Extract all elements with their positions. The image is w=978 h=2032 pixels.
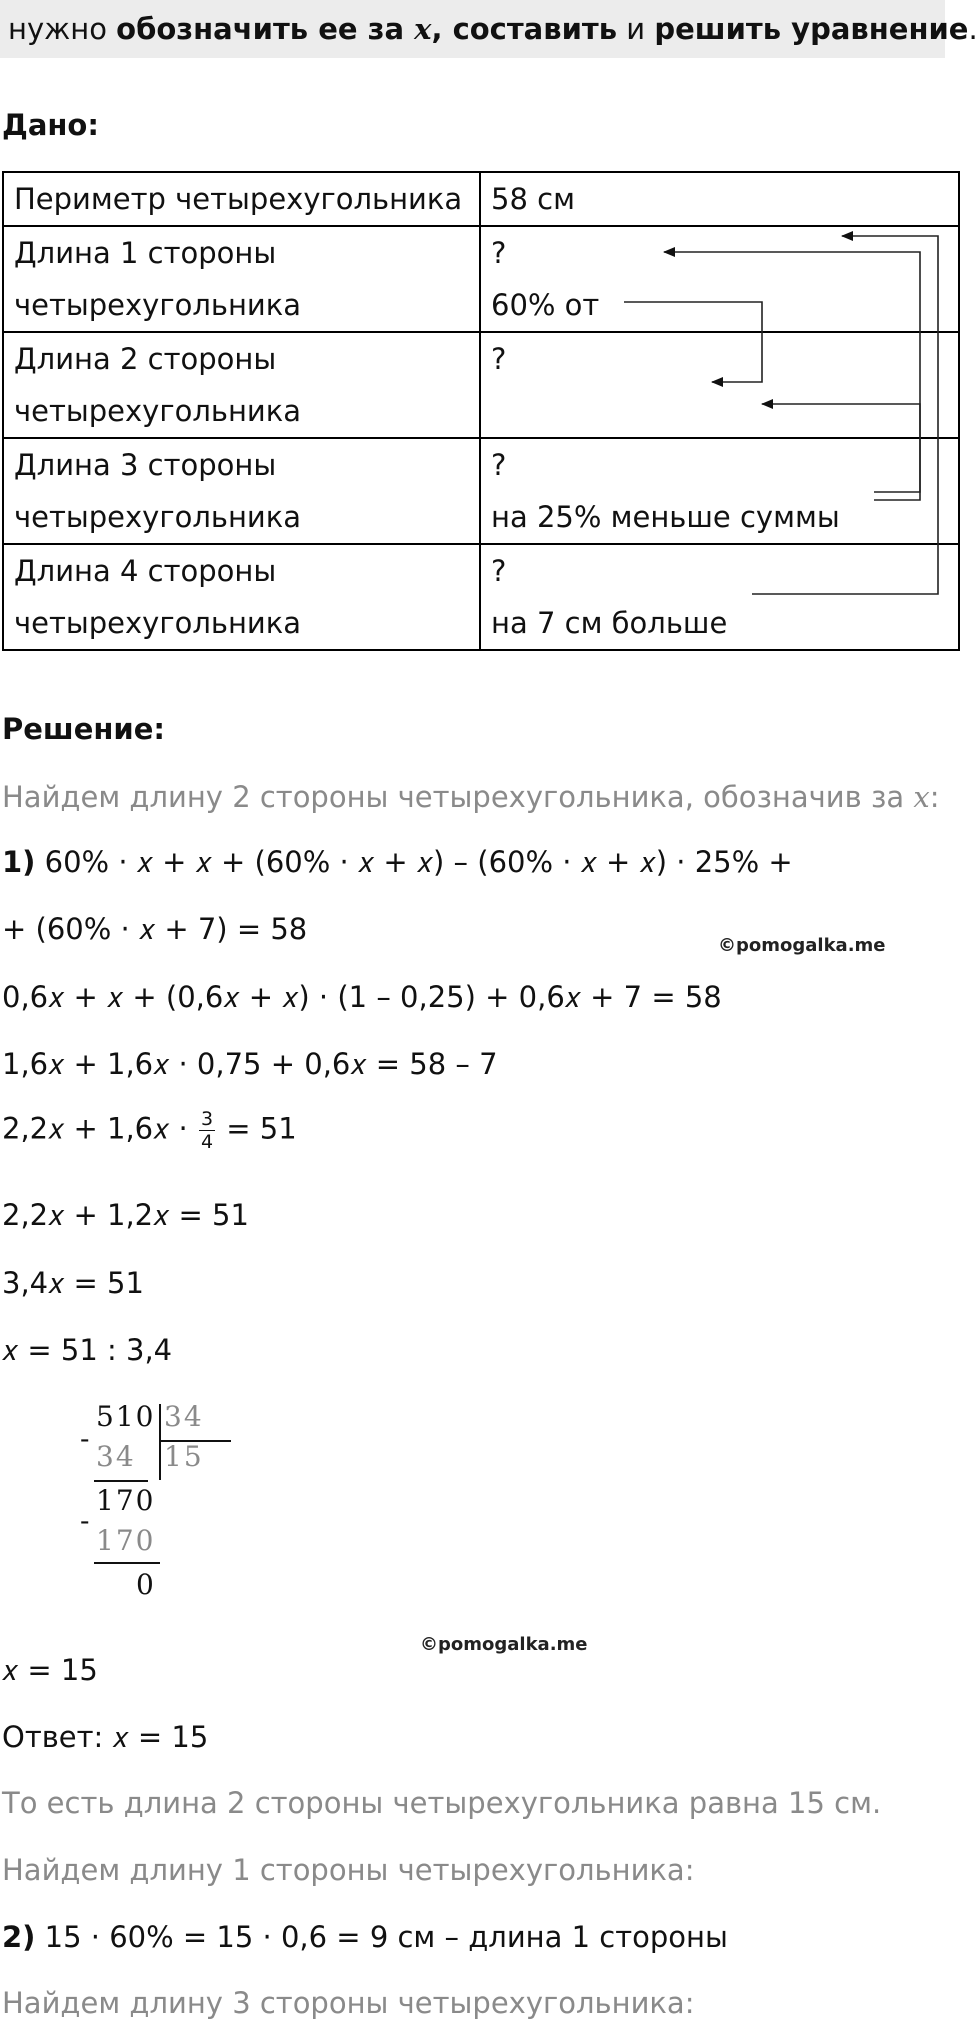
- explanation-line-1: То есть длина 2 стороны четырехугольника равна 15 см.: [2, 1786, 882, 1820]
- side1-label-line2: четырехугольника: [14, 288, 302, 322]
- given-heading: Дано:: [2, 108, 99, 142]
- minus-sign-1: -: [80, 1422, 92, 1455]
- divisor: 34: [164, 1400, 204, 1433]
- side2-label-line2: четырехугольника: [14, 394, 302, 428]
- answer-line: Ответ: 𝑥 = 15: [2, 1720, 209, 1754]
- side1-label-line1: Длина 1 стороны: [14, 236, 277, 270]
- side4-label-line2: четырехугольника: [14, 606, 302, 640]
- intro-variable: x: [913, 780, 930, 814]
- equation-line-9: [2, 1920, 728, 1954]
- banner-bold-2: , составить: [431, 12, 618, 46]
- fraction-numerator: 3: [200, 1108, 214, 1130]
- equation-line-4: 1,6𝑥 + 1,6𝑥 · 0,75 + 0,6𝑥 = 58 – 7: [2, 1047, 498, 1081]
- side4-value: [480, 544, 959, 650]
- banner-bold-3: решить уравнение: [654, 12, 969, 46]
- side1-value-line1: ?: [491, 236, 507, 270]
- equation-line-8: 𝑥 = 51 : 3,4: [2, 1333, 173, 1367]
- side2-value: [480, 332, 959, 438]
- equation-line-7: 3,4𝑥 = 51: [2, 1266, 144, 1300]
- equation-line-6: 2,2𝑥 + 1,2𝑥 = 51: [2, 1198, 249, 1232]
- explanation-line-3: Найдем длину 3 стороны четырехугольника:: [2, 1986, 695, 2020]
- table-row: [3, 172, 959, 226]
- side3-label-line2: четырехугольника: [14, 500, 302, 534]
- side1-label: [3, 226, 480, 332]
- banner-variable-x: x: [414, 12, 432, 46]
- step-number-1: 1): [2, 845, 36, 879]
- table-row: [3, 438, 959, 544]
- minus-sign-2: -: [80, 1504, 92, 1537]
- fraction-three-quarters: [199, 1108, 215, 1153]
- watermark-1: ©pomogalka.me: [718, 935, 886, 956]
- side2-label: [3, 332, 480, 438]
- equation-line-2: + (60% · 𝑥 + 7) = 58: [2, 912, 308, 946]
- banner-text-1: нужно: [8, 12, 117, 46]
- side2-value-line1: ?: [491, 342, 507, 376]
- side4-value-line2: на 7 см больше: [491, 606, 728, 640]
- perimeter-value: 58 см: [480, 172, 959, 226]
- equation-text-1: 60% · 𝑥 + 𝑥 + (60% · 𝑥 + 𝑥) – (60% · 𝑥 + 𝑥) · 25% +: [44, 845, 793, 879]
- table-row: [3, 226, 959, 332]
- dividend: 510: [96, 1400, 156, 1433]
- side3-value: [480, 438, 959, 544]
- side4-label: [3, 544, 480, 650]
- table-row: [3, 332, 959, 438]
- side1-value-line2: 60% от: [491, 288, 600, 322]
- eq5-left: 2,2𝑥 + 1,6𝑥 ·: [2, 1111, 197, 1146]
- side3-value-line2: на 25% меньше суммы: [491, 500, 840, 534]
- long-division: [78, 1400, 238, 1630]
- intro-colon: :: [929, 780, 940, 814]
- eq5-right: = 51: [217, 1111, 297, 1146]
- banner-text-2: и: [617, 12, 655, 46]
- subtrahend-1: 34: [96, 1440, 136, 1473]
- remainder-final: 0: [136, 1568, 156, 1601]
- result-line: 𝑥 = 15: [2, 1653, 98, 1687]
- banner-text-3: .: [968, 12, 978, 46]
- underline-1: [94, 1480, 148, 1482]
- solution-heading: Решение:: [2, 712, 166, 746]
- quotient: 15: [164, 1440, 204, 1473]
- table-row: [3, 544, 959, 650]
- side1-value: [480, 226, 959, 332]
- explanation-line-2: Найдем длину 1 стороны четырехугольника:: [2, 1853, 695, 1887]
- equation-line-5: [2, 1108, 297, 1153]
- equation-line-1: [2, 845, 793, 880]
- top-banner: [0, 0, 978, 58]
- given-table: [2, 171, 960, 651]
- perimeter-label: Периметр четырехугольника: [3, 172, 480, 226]
- division-vertical-bar: [159, 1404, 161, 1480]
- watermark-2: ©pomogalka.me: [420, 1634, 588, 1655]
- side3-label-line1: Длина 3 стороны: [14, 448, 277, 482]
- fraction-denominator: 4: [200, 1131, 214, 1153]
- underline-2: [94, 1562, 160, 1564]
- side3-value-line1: ?: [491, 448, 507, 482]
- equation-line-3: 0,6𝑥 + 𝑥 + (0,6𝑥 + 𝑥) · (1 – 0,25) + 0,6𝑥 + 7 = 58: [2, 980, 722, 1014]
- remainder-1: 170: [96, 1484, 156, 1517]
- step-number-2: 2): [2, 1920, 36, 1954]
- side4-value-line1: ?: [491, 554, 507, 588]
- intro-text: Найдем длину 2 стороны четырехугольника, обозначив за: [2, 780, 914, 814]
- banner-bold-1: обозначить ее за: [116, 12, 415, 46]
- step-intro-line: [2, 780, 940, 814]
- side3-label: [3, 438, 480, 544]
- side4-label-line1: Длина 4 стороны: [14, 554, 277, 588]
- side2-label-line1: Длина 2 стороны: [14, 342, 277, 376]
- equation-text-9: 15 · 60% = 15 · 0,6 = 9 см – длина 1 стороны: [35, 1920, 728, 1954]
- subtrahend-2: 170: [96, 1524, 156, 1557]
